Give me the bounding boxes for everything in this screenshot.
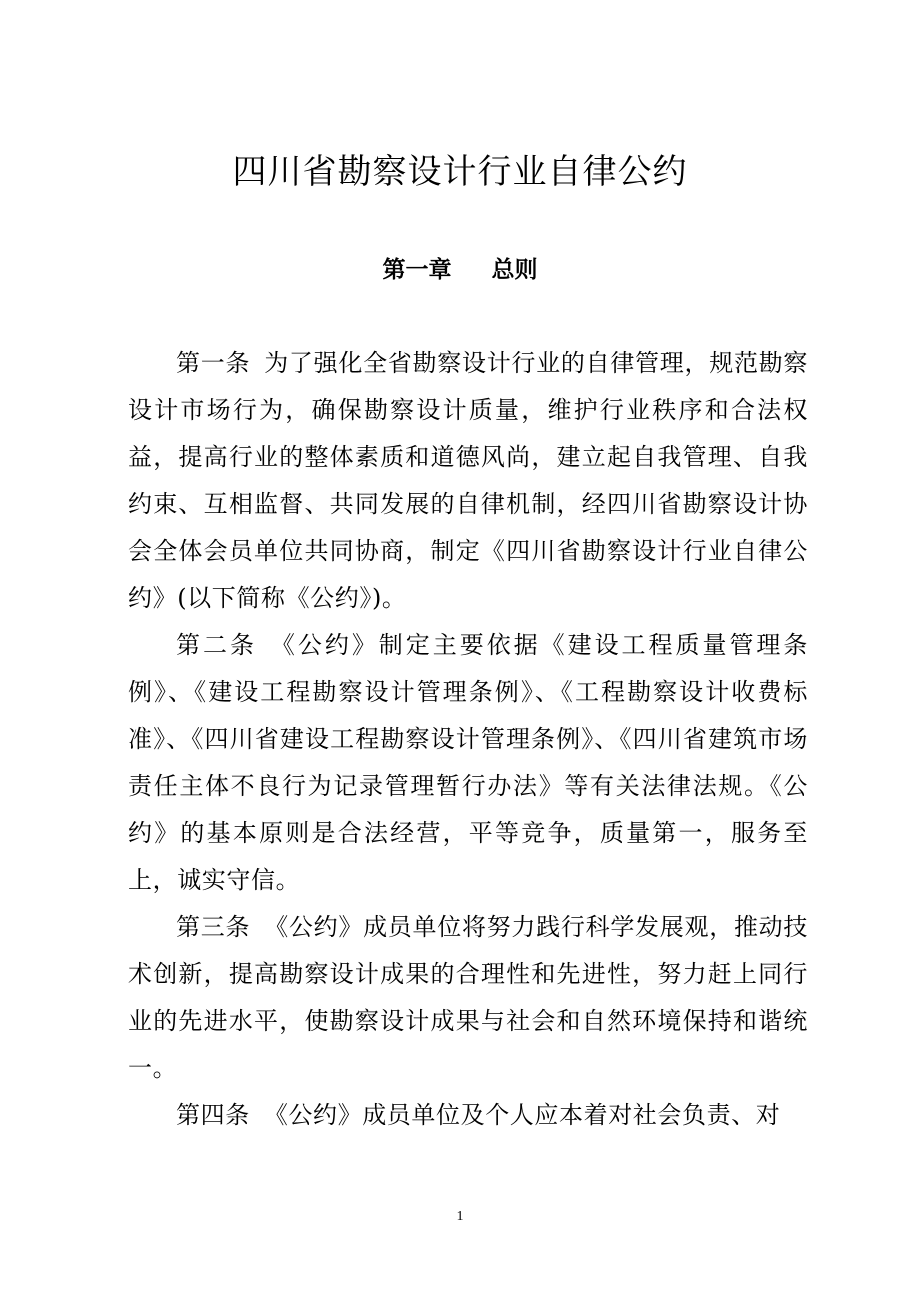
article-text: 为了强化全省勘察设计行业的自律管理，规范勘察设计市场行为，确保勘察设计质量，维护行业秩序和合法权益，提高行业的整体素质和道德风尚，建立起自我管理、自我约束、互相监督、共同发展的自律机制，经四川省勘察设计协会全体会员单位共同协商，制定《四川省勘察设计行业自律公约》(以下简称《公约》)。 — [128, 349, 808, 612]
article-4 — [128, 1092, 808, 1139]
article-3 — [128, 904, 808, 1092]
article-text: 《公约》成员单位将努力践行科学发展观，推动技术创新，提高勘察设计成果的合理性和先进性，努力赶上同行业的先进水平，使勘察设计成果与社会和自然环境保持和谐统一。 — [128, 913, 808, 1082]
chapter-number: 第一章 — [382, 257, 452, 283]
page-number: 1 — [456, 1209, 464, 1224]
article-1 — [128, 340, 808, 622]
article-text: 《公约》成员单位及个人应本着对社会负责、对 — [263, 1101, 781, 1129]
article-2 — [128, 622, 808, 904]
article-label: 第一条 — [176, 349, 251, 377]
article-label: 第三条 — [176, 913, 251, 941]
article-text: 《公约》制定主要依据《建设工程质量管理条例》、《建设工程勘察设计管理条例》、《工程勘察设计收费标准》、《四川省建设工程勘察设计管理条例》、《四川省建筑市场责任主体不良行为记录管理暂行办法》等有关法律法规。《公约》的基本原则是合法经营，平等竞争，质量第一，服务至上，诚实守信。 — [128, 631, 808, 894]
chapter-name: 总则 — [491, 257, 538, 283]
document-body — [128, 340, 808, 1139]
article-label: 第四条 — [176, 1101, 250, 1129]
document-title: 四川省勘察设计行业自律公约 — [232, 152, 688, 192]
chapter-heading — [0, 252, 920, 288]
article-label: 第二条 — [176, 631, 257, 659]
